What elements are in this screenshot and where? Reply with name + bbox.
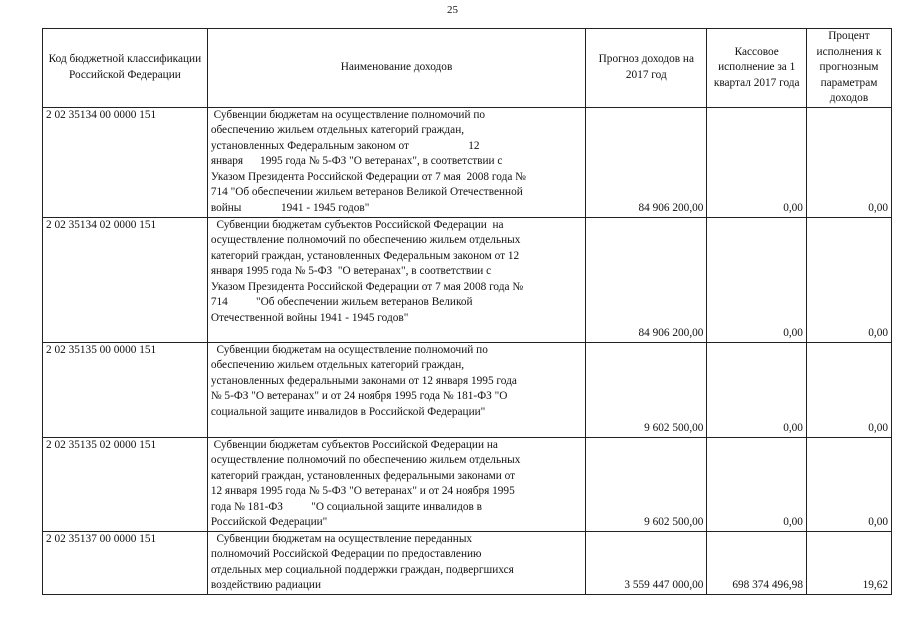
table-row [43, 342, 892, 437]
header-percent: Процент исполнения к прогнозным параметрам доходов [806, 29, 891, 108]
row-forecast: 9 602 500,00 [586, 342, 707, 437]
row-percent: 19,62 [806, 531, 891, 594]
row-name-line: войны 1941 - 1945 годов" [210, 201, 370, 214]
row-cash: 0,00 [707, 342, 807, 437]
row-name-line: января 1995 года № 5-ФЗ "О ветеранах", в соответствии с [210, 265, 492, 277]
row-name-line: установленных Федеральным законом от 12 [210, 139, 480, 152]
header-row [43, 29, 892, 108]
header-forecast: Прогноз доходов на 2017 год [586, 29, 707, 108]
row-code: 2 02 35134 00 0000 151 [43, 107, 208, 217]
row-name-line: воздействию радиации [210, 579, 321, 591]
row-code: 2 02 35135 00 0000 151 [43, 342, 208, 437]
table-row [43, 107, 892, 217]
row-code: 2 02 35137 00 0000 151 [43, 531, 208, 594]
table-row [43, 217, 892, 342]
row-name-line: года № 181-ФЗ "О социальной защите инвалидов в [210, 500, 482, 513]
header-code: Код бюджетной классификации Российской Федерации [43, 29, 208, 108]
header-cash: Кассовое исполнение за 1 квартал 2017 года [707, 29, 807, 108]
row-name [207, 437, 585, 531]
row-name-line: Указом Президента Российской Федерации от 7 мая 2008 года № [210, 280, 524, 293]
row-name-line: осуществление полномочий по обеспечению жильем отдельных [210, 454, 521, 466]
row-code: 2 02 35135 02 0000 151 [43, 437, 208, 531]
row-forecast: 84 906 200,00 [586, 107, 707, 217]
row-name-line: обеспечению жильем отдельных категорий граждан, [210, 359, 465, 371]
row-forecast: 3 559 447 000,00 [586, 531, 707, 594]
row-name-line: № 5-ФЗ "О ветеранах" и от 24 ноября 1995 года № 181-ФЗ "О [210, 390, 508, 402]
row-name-line: 714 "Об обеспечении жильем ветеранов Великой Отечественной [210, 186, 523, 198]
row-name-line: установленных федеральными законами от 12 января 1995 года [210, 374, 517, 387]
row-forecast: 9 602 500,00 [586, 437, 707, 531]
row-name-line: отдельных мер социальной поддержки граждан, подвергшихся [210, 563, 514, 576]
row-name [207, 217, 585, 342]
table-row [43, 531, 892, 594]
row-name-line: Отечественной войны 1941 - 1945 годов" [210, 311, 409, 324]
row-percent: 0,00 [806, 342, 891, 437]
row-name-line: категорий граждан, установленных федеральными законами от [210, 469, 516, 482]
row-name-line: социальной защите инвалидов в Российской Федерации" [210, 405, 486, 418]
row-name-line: Российской Федерации" [210, 516, 328, 528]
row-cash: 0,00 [707, 217, 807, 342]
row-code: 2 02 35134 02 0000 151 [43, 217, 208, 342]
row-name [207, 342, 585, 437]
row-name-line: Субвенции бюджетам субъектов Российской Федерации на [210, 438, 498, 451]
row-name-line: 12 января 1995 года № 5-ФЗ "О ветеранах" и от 24 ноября 1995 [210, 485, 515, 497]
row-name-line: полномочий Российской Федерации по предоставлению [210, 548, 482, 560]
page-number: 25 [447, 4, 458, 16]
revenue-table [42, 28, 892, 595]
row-cash: 0,00 [707, 437, 807, 531]
row-name-line: Указом Президента Российской Федерации от 7 мая 2008 года № [210, 170, 526, 183]
row-name-line: обеспечению жильем отдельных категорий граждан, [210, 124, 465, 136]
table-row [43, 437, 892, 531]
row-name-line: Субвенции бюджетам на осуществление полномочий по [210, 108, 486, 121]
row-percent: 0,00 [806, 437, 891, 531]
row-name-line: осуществление полномочий по обеспечению жильем отдельных [210, 234, 521, 246]
row-forecast: 84 906 200,00 [586, 217, 707, 342]
row-name [207, 107, 585, 217]
row-name-line: января 1995 года № 5-ФЗ "О ветеранах", в соответствии с [210, 155, 503, 167]
row-cash: 0,00 [707, 107, 807, 217]
row-percent: 0,00 [806, 107, 891, 217]
row-name [207, 531, 585, 594]
row-cash: 698 374 496,98 [707, 531, 807, 594]
row-name-line: Субвенции бюджетам на осуществление полномочий по [210, 343, 488, 356]
row-percent: 0,00 [806, 217, 891, 342]
row-name-line: категорий граждан, установленных Федеральным законом от 12 [210, 249, 520, 262]
header-name: Наименование доходов [207, 29, 585, 108]
row-name-line: 714 "Об обеспечении жильем ветеранов Великой [210, 296, 473, 308]
row-name-line: Субвенции бюджетам субъектов Российской Федерации на [210, 218, 504, 231]
row-name-line: Субвенции бюджетам на осуществление переданных [210, 532, 473, 545]
